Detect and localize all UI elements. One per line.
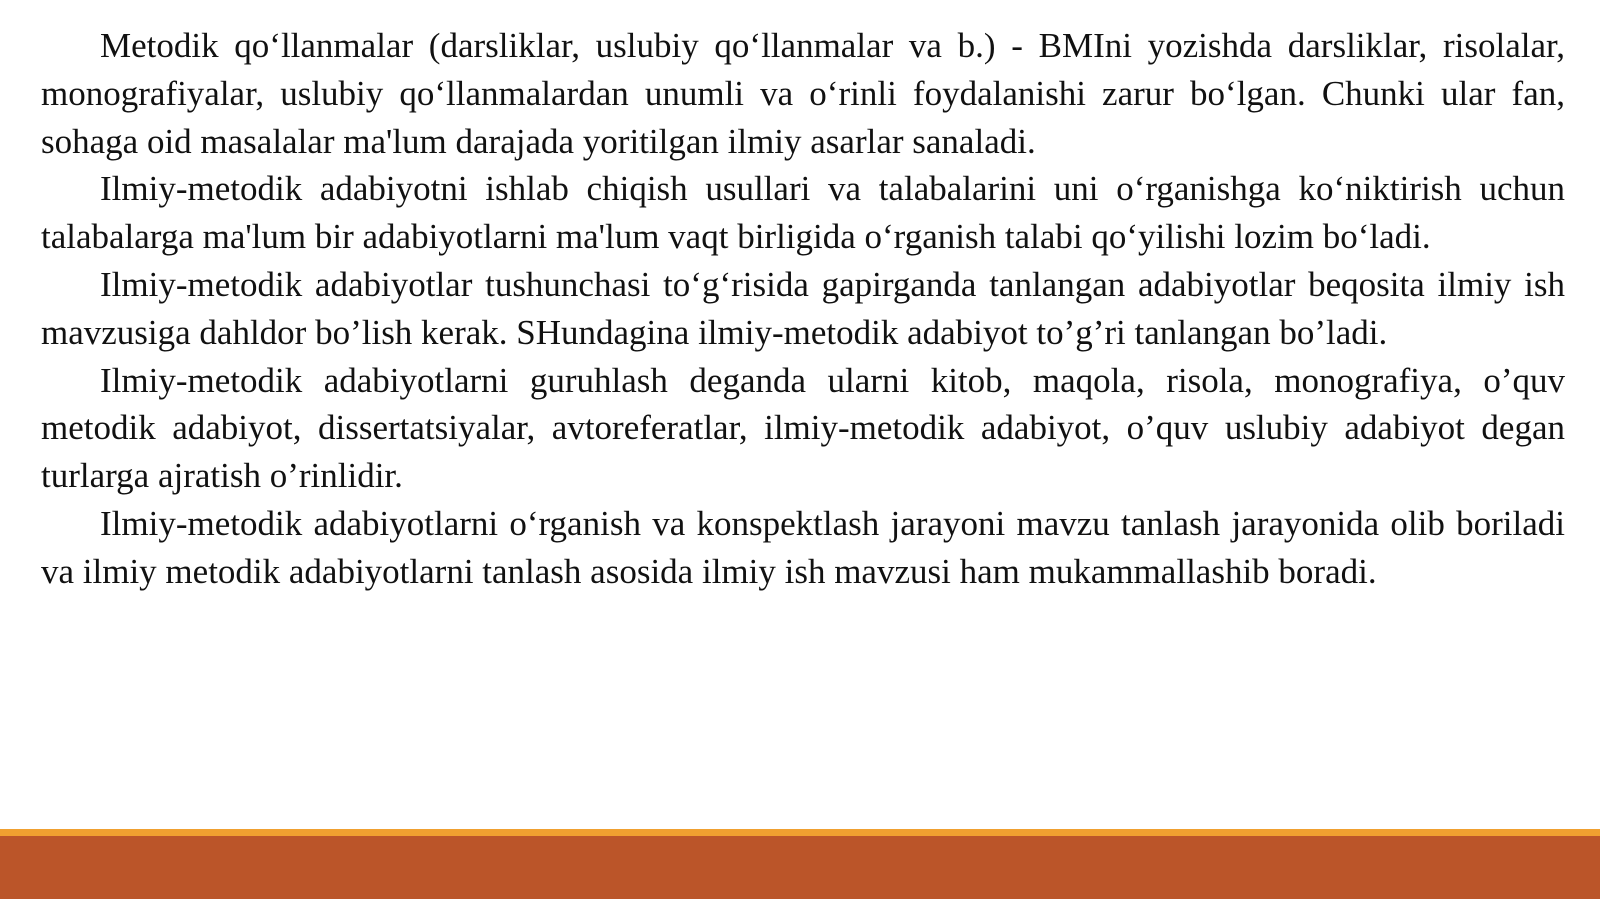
paragraph-5: Ilmiy-metodik adabiyotlarni o‘rganish va konspektlash jarayoni mavzu tanlash jarayonida olib boriladi va ilmiy metodik adabiyotlarni tanlash asosida ilmiy ish mavzusi ham mukammallashib boradi. (41, 503, 1565, 591)
paragraph-1: Metodik qo‘llanmalar (darsliklar, uslubiy qo‘llanmalar va b.) - BMIni yozishda darsliklar, risolalar, monografiyalar, uslubiy qo‘llanmalardan unumli va o‘rinli foydalanishi zarur bo‘lgan. Chunki ular fan, sohaga oid masalalar ma'lum darajada yoritilgan ilmiy asarlar sanaladi. (41, 26, 1565, 161)
footer-accent-line (0, 829, 1600, 836)
footer-band (0, 836, 1600, 899)
body-text (41, 22, 1565, 596)
paragraph-3: Ilmiy-metodik adabiyotlar tushunchasi to‘g‘risida gapirganda tanlangan adabiyotlar beqosita ilmiy ish mavzusiga dahldor bo’lish kerak. SHundagina ilmiy-metodik adabiyot to’g’ri tanlangan bo’ladi. (41, 264, 1565, 352)
paragraph-4: Ilmiy-metodik adabiyotlarni guruhlash deganda ularni kitob, maqola, risola, monografiya, o’quv metodik adabiyot, dissertatsiyalar, avtoreferatlar, ilmiy-metodik adabiyot, o’quv uslubiy adabiyot degan turlarga ajratish o’rinlidir. (41, 360, 1565, 496)
paragraph-2: Ilmiy-metodik adabiyotni ishlab chiqish usullari va talabalarini uni o‘rganishga ko‘niktirish uchun talabalarga ma'lum bir adabiyotlarni ma'lum vaqt birligida o‘rganish talabi qo‘yilishi lozim bo‘ladi. (41, 169, 1565, 257)
